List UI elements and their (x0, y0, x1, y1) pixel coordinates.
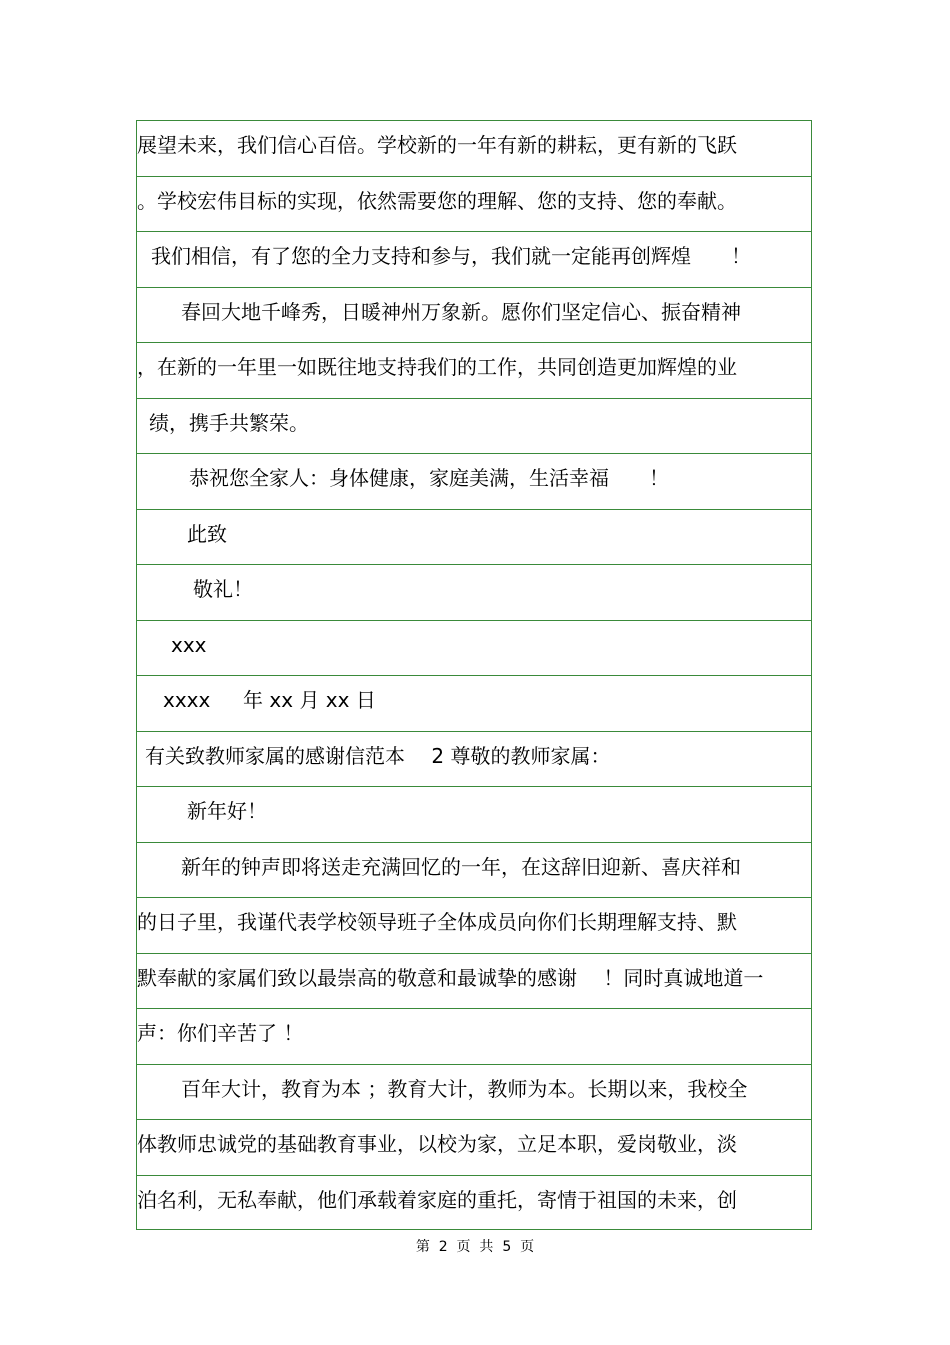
text-line: 展望未来，我们信心百倍。学校新的一年有新的耕耘，更有新的飞跃 (137, 133, 737, 157)
text-line: 春回大地千峰秀，日暖神州万象新。愿你们坚定信心、振奋精神 (181, 299, 741, 324)
text-line: 此致 (187, 521, 227, 546)
text-line: ，在新的一年里一如既往地支持我们的工作，共同创造更加辉煌的业 (137, 355, 737, 379)
document-frame (136, 120, 812, 1230)
text-line: 泊名利，无私奉献，他们承载着家庭的重托，寄情于祖国的未来，创 (137, 1187, 737, 1212)
text-line: xxx (171, 632, 207, 657)
text-line: 绩，携手共繁荣。 (149, 410, 309, 435)
text-line: 体教师忠诚党的基础教育事业，以校为家，立足本职，爱岗敬业，淡 (137, 1132, 737, 1156)
text-line: 百年大计，教育为本 ；教育大计，教师为本。长期以来，我校全 (181, 1076, 748, 1101)
text-line: 新年的钟声即将送走充满回忆的一年，在这辞旧迎新、喜庆祥和 (181, 854, 741, 879)
text-row (137, 1176, 811, 1232)
text-row (137, 787, 811, 843)
text-line: 。学校宏伟目标的实现，依然需要您的理解、您的支持、您的奉献。 (137, 188, 737, 213)
text-row (137, 288, 811, 344)
text-row (137, 399, 811, 455)
text-line: 恭祝您全家人：身体健康，家庭美满，生活幸福 ！ (189, 466, 669, 490)
text-row (137, 121, 811, 177)
text-row (137, 565, 811, 621)
text-line: 默奉献的家属们致以最崇高的敬意和最诚挚的感谢 ！同时真诚地道一 (137, 965, 764, 990)
text-line: 我们相信，有了您的全力支持和参与，我们就一定能再创辉煌 ！ (151, 244, 751, 268)
text-row (137, 510, 811, 566)
text-row (137, 898, 811, 954)
text-row (137, 1009, 811, 1065)
text-line: 的日子里，我谨代表学校领导班子全体成员向你们长期理解支持、默 (137, 910, 737, 934)
text-line: 有关致教师家属的感谢信范本 2 尊敬的教师家属： (145, 743, 611, 768)
text-row (137, 732, 811, 788)
text-row (137, 454, 811, 510)
text-row (137, 1120, 811, 1176)
text-row (137, 177, 811, 233)
text-line: 敬礼！ (193, 577, 253, 601)
text-row (137, 343, 811, 399)
text-row (137, 843, 811, 899)
text-line: 声：你们辛苦了 ！ (137, 1021, 304, 1045)
page-number-footer: 第 2 页 共 5 页 (415, 1239, 535, 1255)
text-row (137, 676, 811, 732)
text-row (137, 621, 811, 677)
text-line: 新年好！ (187, 799, 267, 823)
text-row (137, 954, 811, 1010)
text-row (137, 232, 811, 288)
text-row (137, 1065, 811, 1121)
text-line: xxxx 年 xx 月 xx 日 (163, 688, 376, 712)
